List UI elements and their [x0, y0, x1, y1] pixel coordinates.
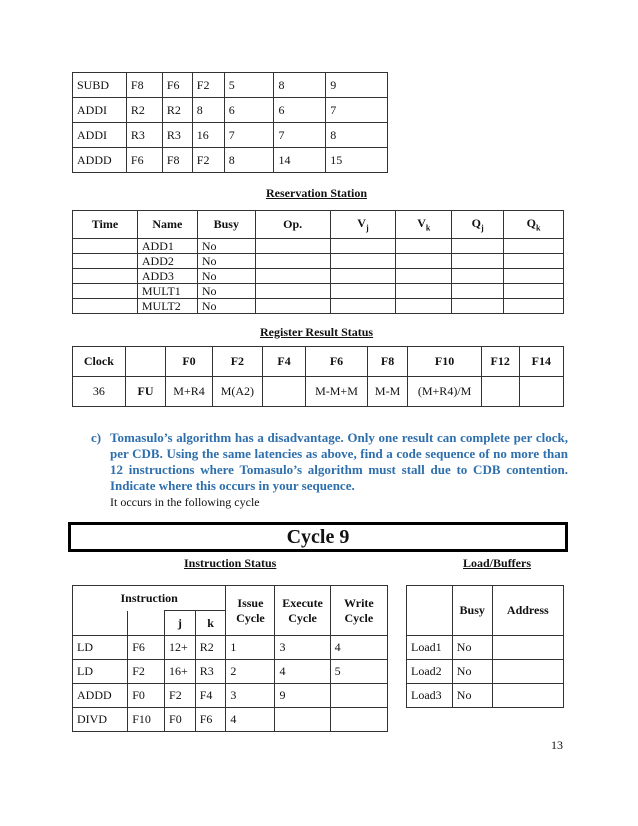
- table-cell: [255, 239, 330, 254]
- table-cell: F10: [128, 708, 165, 732]
- table-cell: R3: [195, 660, 226, 684]
- table-cell: 4: [226, 708, 275, 732]
- register-cell: FU: [125, 377, 165, 407]
- table-cell: 16: [192, 123, 224, 148]
- instruction-row: [73, 684, 388, 708]
- table-cell: 7: [326, 98, 388, 123]
- top-instruction-table: [72, 72, 388, 173]
- header-execute: Execute Cycle: [275, 586, 330, 636]
- header-load-address: Address: [492, 586, 563, 636]
- table-cell: F8: [126, 73, 162, 98]
- table-cell: F6: [162, 73, 192, 98]
- header-busy: Busy: [197, 211, 255, 239]
- table-cell: 7: [274, 123, 326, 148]
- reservation-station-table: [72, 210, 564, 314]
- register-header: F4: [262, 347, 305, 377]
- load-buffer-row: [407, 660, 564, 684]
- table-cell: SUBD: [73, 73, 127, 98]
- reservation-row: [73, 284, 564, 299]
- table-cell: [255, 284, 330, 299]
- table-cell: 3: [226, 684, 275, 708]
- register-header: Clock: [73, 347, 126, 377]
- reservation-row: [73, 299, 564, 314]
- table-cell: ADDI: [73, 98, 127, 123]
- table-cell: [396, 239, 452, 254]
- register-cell: 36: [73, 377, 126, 407]
- table-cell: F2: [192, 73, 224, 98]
- register-header: F0: [166, 347, 213, 377]
- instruction-status-table: [72, 585, 388, 732]
- table-cell: F2: [128, 660, 165, 684]
- table-cell: 8: [192, 98, 224, 123]
- table-cell: 6: [224, 98, 274, 123]
- register-header: F10: [408, 347, 481, 377]
- table-cell: [396, 284, 452, 299]
- header-j: j: [165, 611, 196, 636]
- table-cell: R3: [162, 123, 192, 148]
- table-cell: No: [197, 269, 255, 284]
- table-cell: R2: [126, 98, 162, 123]
- register-cell: [481, 377, 519, 407]
- table-cell: [330, 684, 387, 708]
- register-header: F12: [481, 347, 519, 377]
- cycle-title: Cycle 9: [68, 522, 568, 552]
- load-buffer-row: [407, 684, 564, 708]
- table-cell: F6: [128, 636, 165, 660]
- table-cell: [492, 684, 563, 708]
- register-header: F2: [212, 347, 262, 377]
- table-cell: 14: [274, 148, 326, 173]
- table-cell: [452, 299, 504, 314]
- table-cell: LD: [73, 660, 128, 684]
- table-cell: [396, 254, 452, 269]
- page-number: 13: [551, 738, 563, 752]
- table-cell: No: [452, 636, 492, 660]
- table-cell: 4: [275, 660, 330, 684]
- table-cell: [73, 299, 138, 314]
- load-buffers-title: Load/Buffers: [463, 556, 532, 570]
- table-cell: [492, 660, 563, 684]
- header-issue: Issue Cycle: [226, 586, 275, 636]
- table-cell: [73, 269, 138, 284]
- table-cell: 5: [224, 73, 274, 98]
- table-cell: No: [197, 254, 255, 269]
- table-cell: 1: [226, 636, 275, 660]
- table-cell: ADDD: [73, 148, 127, 173]
- register-header: F8: [367, 347, 408, 377]
- table-cell: F2: [165, 684, 196, 708]
- table-row: [73, 123, 388, 148]
- table-cell: F0: [165, 708, 196, 732]
- table-cell: [275, 708, 330, 732]
- table-cell: [330, 299, 396, 314]
- table-cell: [255, 254, 330, 269]
- table-cell: ADD2: [137, 254, 197, 269]
- register-header: F14: [519, 347, 563, 377]
- register-cell: M+R4: [166, 377, 213, 407]
- table-cell: Load1: [407, 636, 453, 660]
- table-cell: 2: [226, 660, 275, 684]
- answer-text: It occurs in the following cycle: [110, 495, 260, 509]
- table-cell: R3: [126, 123, 162, 148]
- table-cell: [73, 239, 138, 254]
- table-cell: 3: [275, 636, 330, 660]
- table-cell: [452, 239, 504, 254]
- table-row: [73, 73, 388, 98]
- register-cell: M(A2): [212, 377, 262, 407]
- table-cell: ADDI: [73, 123, 127, 148]
- table-cell: [504, 239, 564, 254]
- table-cell: F0: [128, 684, 165, 708]
- header-op: Op.: [255, 211, 330, 239]
- table-cell: [330, 269, 396, 284]
- table-cell: ADD1: [137, 239, 197, 254]
- table-cell: No: [452, 660, 492, 684]
- register-header: F6: [306, 347, 368, 377]
- table-cell: [504, 284, 564, 299]
- question-text: Tomasulo’s algorithm has a disadvantage. Only one result can complete per clock, per CDB. Using the same latencies as above, find a code sequence of no more than 12 instructions where Tomasulo’s algorithm must stall due to CDB contention. Indicate where this occurs in your sequence.: [110, 430, 568, 493]
- instruction-row: [73, 636, 388, 660]
- table-cell: 9: [326, 73, 388, 98]
- table-cell: [396, 299, 452, 314]
- table-cell: F4: [195, 684, 226, 708]
- table-cell: R2: [195, 636, 226, 660]
- table-cell: F6: [195, 708, 226, 732]
- table-cell: [330, 708, 387, 732]
- table-cell: Load3: [407, 684, 453, 708]
- table-cell: R2: [162, 98, 192, 123]
- header-vk: $V_k$: [396, 211, 452, 239]
- header-load-busy: Busy: [452, 586, 492, 636]
- reservation-station-title: Reservation Station: [266, 186, 367, 200]
- table-cell: [73, 254, 138, 269]
- register-cell: [519, 377, 563, 407]
- table-cell: 12+: [165, 636, 196, 660]
- table-cell: [504, 254, 564, 269]
- table-cell: [255, 269, 330, 284]
- header-vj: $V_j$: [330, 211, 396, 239]
- table-cell: [452, 284, 504, 299]
- register-status-title: Register Result Status: [260, 325, 374, 339]
- register-header: [125, 347, 165, 377]
- reservation-row: [73, 254, 564, 269]
- header-name: Name: [137, 211, 197, 239]
- table-cell: F6: [126, 148, 162, 173]
- table-cell: ADDD: [73, 684, 128, 708]
- table-cell: [330, 254, 396, 269]
- table-cell: 8: [326, 123, 388, 148]
- table-cell: ADD3: [137, 269, 197, 284]
- table-cell: 7: [224, 123, 274, 148]
- table-cell: [504, 299, 564, 314]
- table-cell: F2: [192, 148, 224, 173]
- reservation-row: [73, 239, 564, 254]
- instruction-status-title: Instruction Status: [184, 556, 277, 570]
- instruction-row: [73, 660, 388, 684]
- table-cell: No: [197, 284, 255, 299]
- table-cell: [330, 239, 396, 254]
- table-cell: 8: [224, 148, 274, 173]
- register-status-table: [72, 346, 564, 407]
- table-cell: No: [197, 299, 255, 314]
- table-cell: MULT2: [137, 299, 197, 314]
- load-buffers-table: [406, 585, 564, 708]
- register-cell: [262, 377, 305, 407]
- table-cell: 8: [274, 73, 326, 98]
- table-cell: Load2: [407, 660, 453, 684]
- table-cell: DIVD: [73, 708, 128, 732]
- table-cell: No: [197, 239, 255, 254]
- table-cell: [492, 636, 563, 660]
- register-cell: M-M: [367, 377, 408, 407]
- header-qk: $Q_k$: [504, 211, 564, 239]
- table-cell: F8: [162, 148, 192, 173]
- instruction-row: [73, 708, 388, 732]
- header-write: Write Cycle: [330, 586, 387, 636]
- register-cell: M-M+M: [306, 377, 368, 407]
- table-cell: [452, 269, 504, 284]
- question-c: [92, 430, 568, 494]
- header-instruction: Instruction: [73, 586, 226, 611]
- table-cell: [452, 254, 504, 269]
- table-cell: [255, 299, 330, 314]
- question-label: c): [91, 430, 102, 445]
- table-cell: 6: [274, 98, 326, 123]
- table-cell: [396, 269, 452, 284]
- reservation-row: [73, 269, 564, 284]
- header-load-name: [407, 586, 453, 636]
- table-cell: 16+: [165, 660, 196, 684]
- header-time: Time: [73, 211, 138, 239]
- register-cell: (M+R4)/M: [408, 377, 481, 407]
- table-cell: [330, 284, 396, 299]
- load-buffer-row: [407, 636, 564, 660]
- header-k: k: [195, 611, 226, 636]
- table-cell: [504, 269, 564, 284]
- table-cell: [73, 284, 138, 299]
- table-cell: MULT1: [137, 284, 197, 299]
- table-cell: 5: [330, 660, 387, 684]
- table-row: [73, 148, 388, 173]
- table-cell: 4: [330, 636, 387, 660]
- header-qj: $Q_j$: [452, 211, 504, 239]
- table-cell: 9: [275, 684, 330, 708]
- table-row: [73, 98, 388, 123]
- table-cell: 15: [326, 148, 388, 173]
- table-cell: No: [452, 684, 492, 708]
- table-cell: LD: [73, 636, 128, 660]
